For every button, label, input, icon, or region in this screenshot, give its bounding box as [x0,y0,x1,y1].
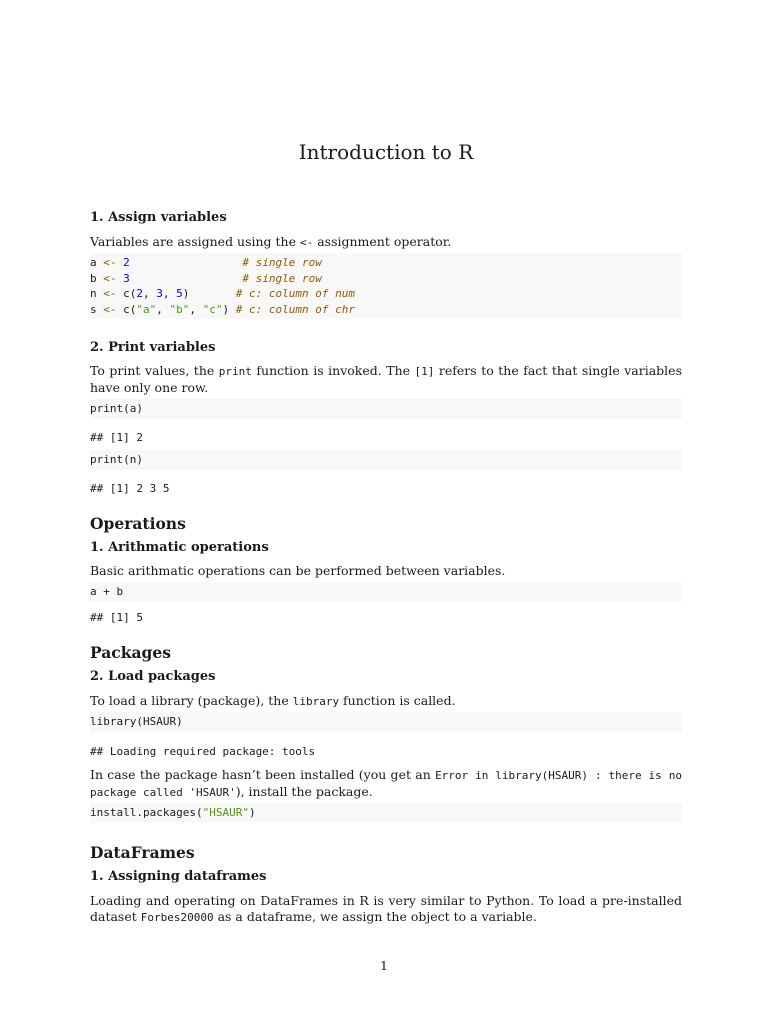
output-print-a: ## [1] 2 [90,431,143,444]
paragraph-dataframes [90,893,682,925]
paragraph-text: ), install the package. [235,783,373,799]
output-sum: ## [1] 5 [90,611,143,624]
paragraph-text: Loading and operating on DataFrames in R is very similar to Python. To load a pre-installed dataset [90,893,682,924]
code-number: 3 [156,287,163,300]
code-line [90,286,682,302]
code-comment: # c: column of chr [235,302,355,316]
heading-dataframes: DataFrames [90,843,195,862]
code-number: 5 [176,287,183,300]
code-text: , [143,287,157,300]
code-block-sum: a + b [90,582,682,602]
code-line [90,271,682,287]
heading-assigning-dataframes: 1. Assigning dataframes [90,869,267,884]
code-operator: <- [103,287,117,300]
page-number: 1 [380,958,388,973]
heading-packages: Packages [90,643,171,662]
code-text: ) [222,302,236,316]
code-operator: <- [103,256,117,269]
paragraph-text: assignment operator. [313,234,452,249]
paragraph-load [90,693,682,710]
code-comment: # c: column of num [235,287,355,300]
code-text: , [162,287,177,300]
code-string: "b" [169,302,190,316]
code-number: 3 [123,271,130,285]
code-block-library: library(HSAUR) [90,712,682,732]
output-print-n: ## [1] 2 3 5 [90,482,170,495]
paragraph-text: Variables are assigned using the [90,234,300,249]
code-block-print-a: print(a) [90,399,682,419]
paragraph-text: In case the package hasn’t been installed (you get an [90,767,436,782]
code-text: , [156,302,170,316]
inline-code: print [218,365,252,378]
paragraph-text: refers to the fact that single variables have only one row. [90,363,682,395]
code-block-assign [90,253,682,319]
paragraph-install [90,767,682,800]
code-text: c( [116,302,137,316]
inline-code: Error in library(HSAUR) : there is no package called 'HSAUR' [90,769,682,799]
code-text: ) [182,287,236,300]
code-text: s [90,302,104,316]
paragraph-assign [90,234,682,251]
code-text: install.packages( [90,806,203,819]
code-string: "HSAUR" [202,806,249,819]
code-text: a [90,256,104,269]
code-text: c( [116,287,137,300]
paragraph-text: To print values, the [90,363,219,378]
heading-operations: Operations [90,514,186,533]
code-comment: # single row [242,256,322,269]
heading-assign-variables: 1. Assign variables [90,210,227,225]
heading-load-packages: 2. Load packages [90,669,216,684]
paragraph-text: function is invoked. The [251,363,415,378]
heading-arithmetic: 1. Arithmatic operations [90,540,269,555]
output-library: ## Loading required package: tools [90,745,316,758]
code-line [90,255,682,271]
code-text [130,272,243,285]
inline-code: library [292,695,340,708]
code-text: ) [248,806,256,819]
code-text: n [90,287,104,300]
code-number: 2 [136,287,143,300]
code-text: b [90,271,104,285]
paragraph-text: To load a library (package), the [90,693,293,708]
paragraph-text: as a dataframe, we assign the object to a variable. [213,908,537,924]
paragraph-arithmetic: Basic arithmatic operations can be performed between variables. [90,563,506,578]
inline-code: [1] [414,365,435,378]
code-text [130,256,243,269]
paragraph-print [90,363,682,395]
code-block-print-n: print(n) [90,450,682,470]
inline-code: Forbes20000 [140,910,214,924]
code-comment: # single row [242,271,322,285]
code-line [90,302,682,318]
heading-print-variables: 2. Print variables [90,340,216,355]
code-number: 2 [123,256,130,269]
code-operator: <- [103,271,117,285]
code-operator: <- [103,302,117,316]
document-title: Introduction to R [298,140,474,164]
code-string: "a" [136,302,157,316]
inline-code: <- [299,236,314,249]
paragraph-text: function is called. [339,693,456,708]
code-string: "c" [202,302,223,316]
code-text: , [189,302,203,316]
code-block-install [90,803,682,823]
